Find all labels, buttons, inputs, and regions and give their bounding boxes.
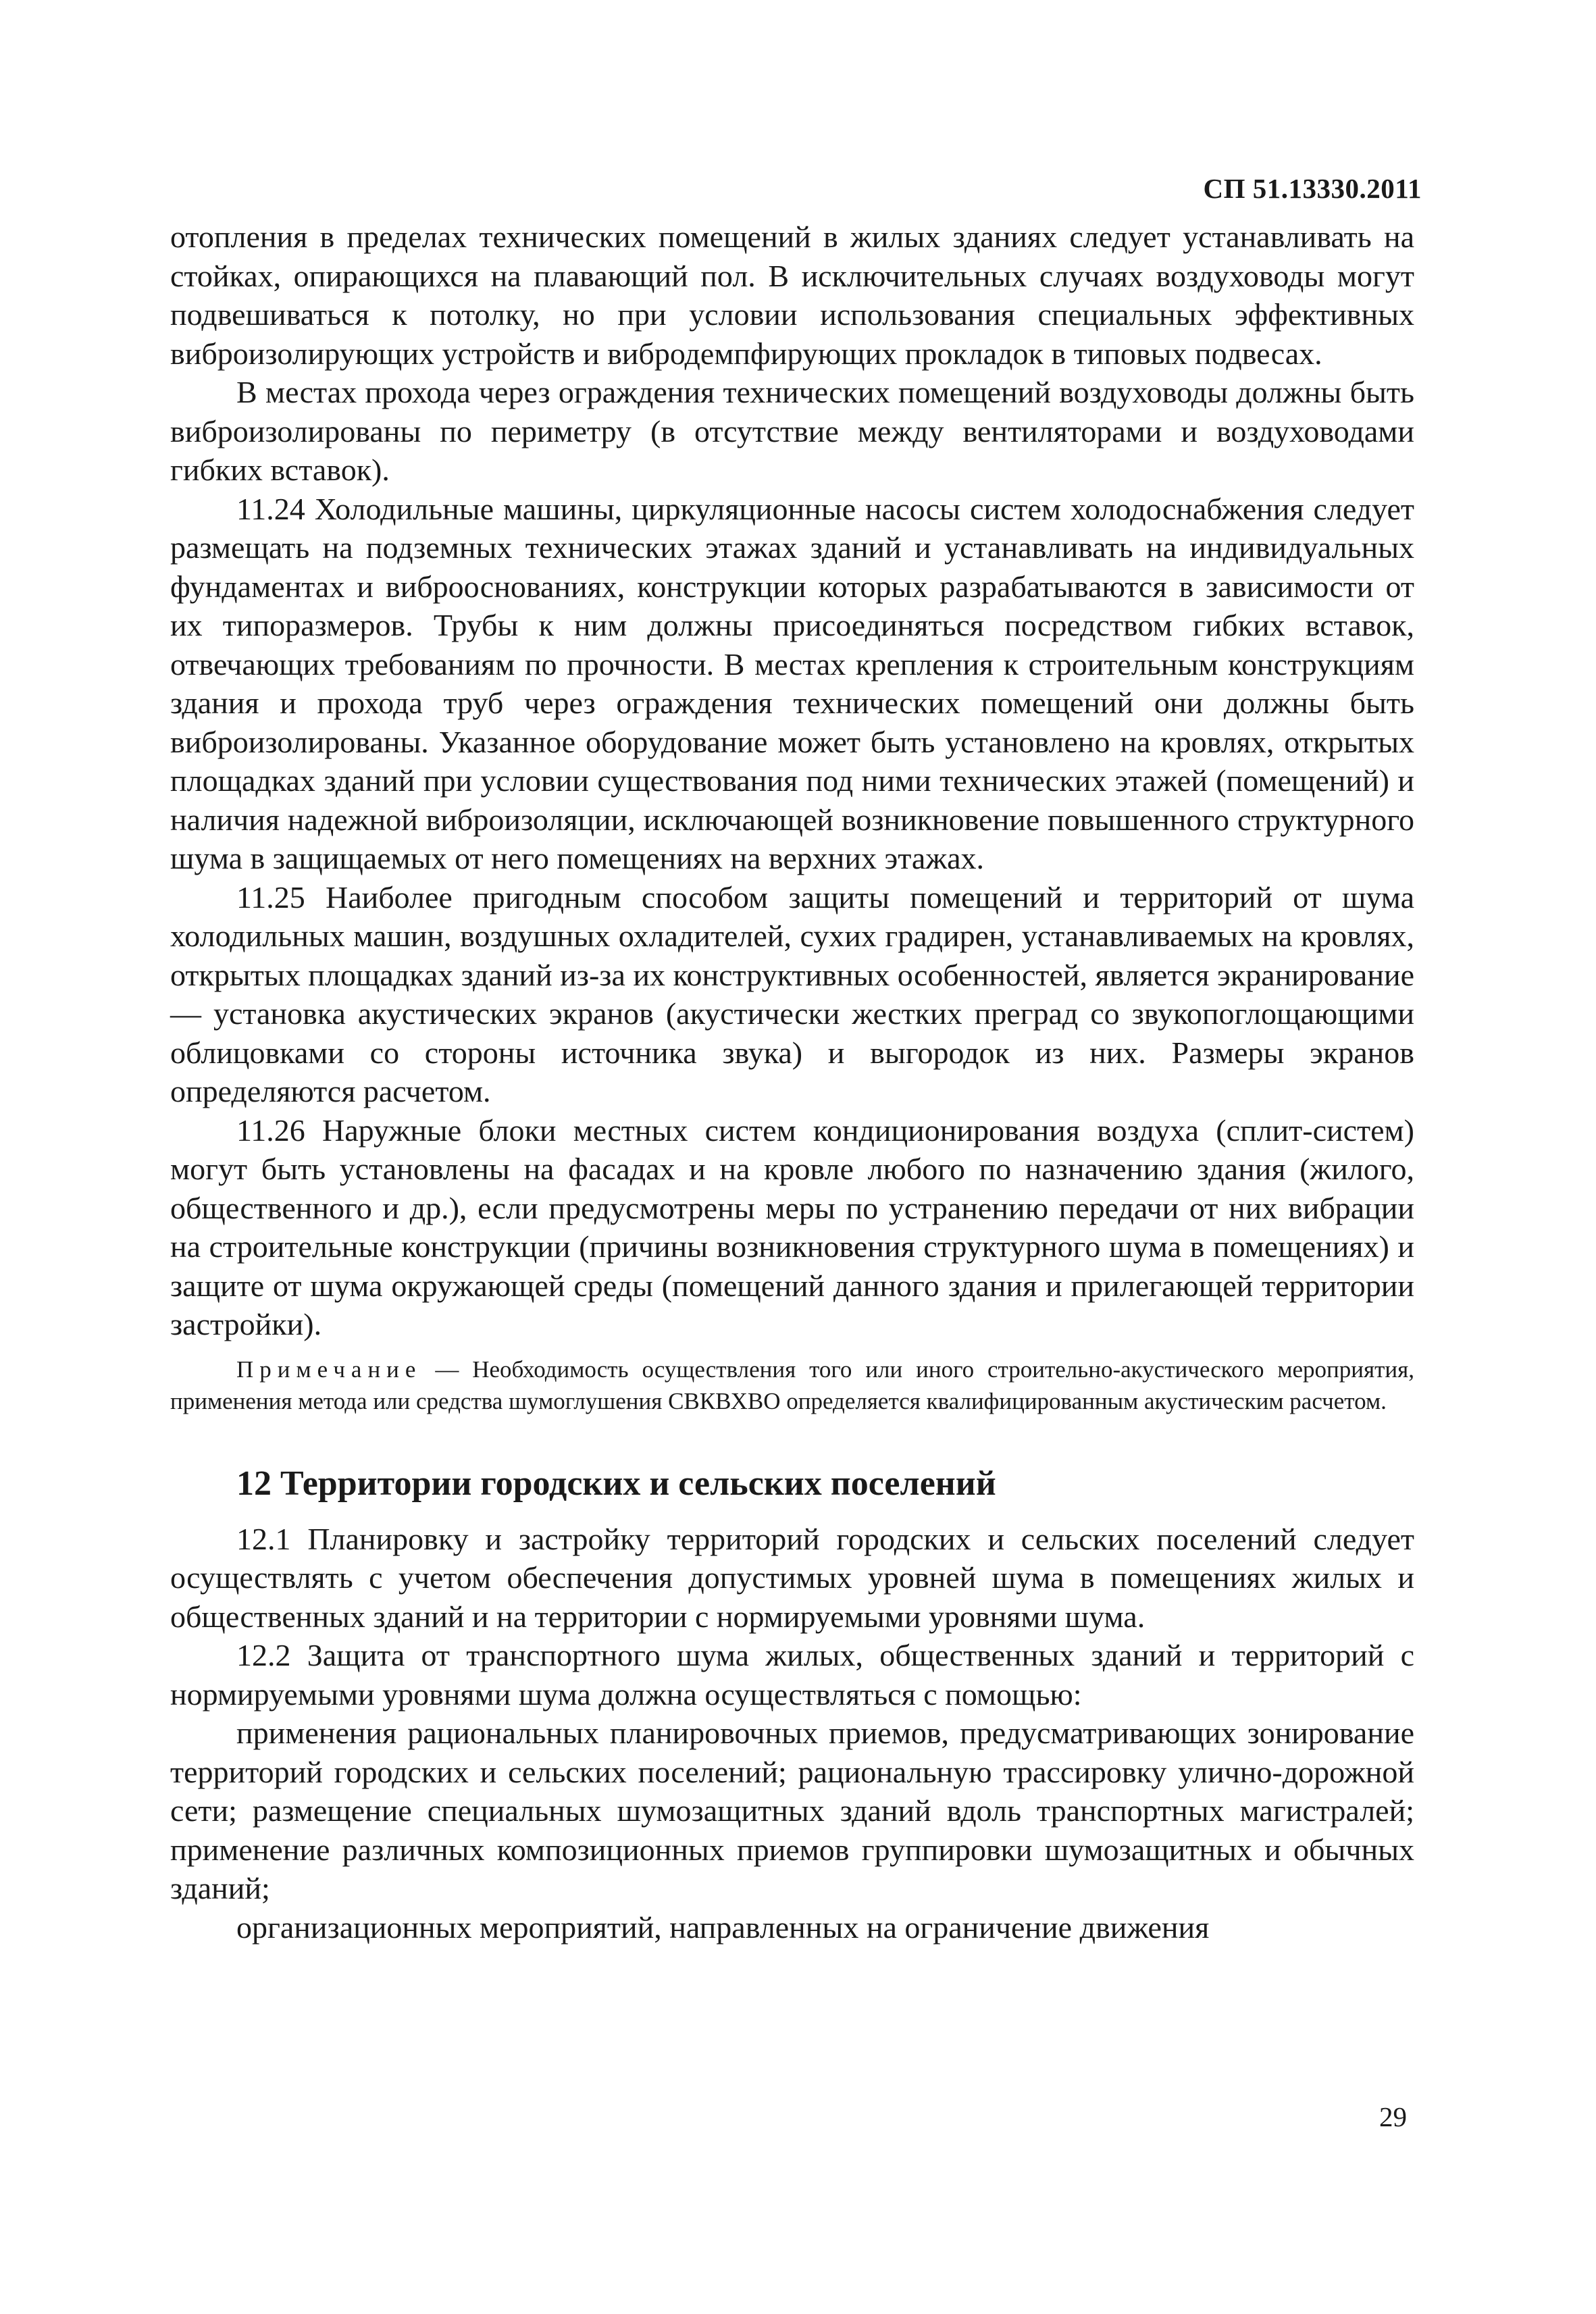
note (170, 1354, 1414, 1417)
paragraph-12-2: 12.2 Защита от транспортного шума жилых, общественных зданий и территорий с нормируемыми уровнями шума должна осуществляться с помощью: (170, 1638, 1414, 1712)
note-text: — Необходимость осуществления того или иного строительно-акустического мероприятия, применения метода или средства шумоглушения СВКВХВО определяется квалифицированным акустическим расчетом. (170, 1356, 1414, 1414)
paragraph-continuation: отопления в пределах технических помещений в жилых зданиях следует устанавливать на стойках, опирающихся на плавающий пол. В исключительных случаях воздуховоды могут подвешиваться к потолку, но при условии использования специальных эффективных виброизолирующих устройств и вибродемпфирующих прокладок в типовых подвесах. (170, 220, 1414, 371)
paragraph-12-1: 12.1 Планировку и застройку территорий городских и сельских поселений следует осуществлять с учетом обеспечения допустимых уровней шума в помещениях жилых и общественных зданий и на территории с нормируемыми уровнями шума. (170, 1521, 1414, 1634)
list-item-planning: применения рациональных планировочных приемов, предусматривающих зонирование территорий городских и сельских поселений; рациональную трассировку улично-дорожной сети; размещение специальных шумозащитных зданий вдоль транспортных магистралей; применение различных композиционных приемов группировки шумозащитных и обычных зданий; (170, 1716, 1414, 1905)
paragraph-11-26: 11.26 Наружные блоки местных систем кондиционирования воздуха (сплит-систем) могут быть установлены на фасадах и на кровле любого по назначению здания (жилого, общественного и др.), если предусмотрены меры по устранению передачи от них вибрации на строительные конструкции (причины возникновения структурного шума в помещениях) и защите от шума окружающей среды (помещений данного здания и прилегающей территории застройки). (170, 1112, 1414, 1341)
section-heading: 12 Территории городских и сельских поселений (236, 1464, 996, 1503)
document-code: СП 51.13330.2011 (1203, 173, 1422, 204)
note-label: Примечание (236, 1356, 422, 1383)
paragraph-11-24: 11.24 Холодильные машины, циркуляционные насосы систем холодоснабжения следует размещать на подземных технических этажах зданий и устанавливать на индивидуальных фундаментах и виброоснованиях, конструкции которых разрабатываются в зависимости от их типоразмеров. Трубы к ним должны присоединяться посредством гибких вставок, отвечающих требованиям по прочности. В местах крепления к строительным конструкциям здания и прохода труб через ограждения технических помещений они должны быть виброизолированы. Указанное оборудование может быть установлено на кровлях, открытых площадках зданий при условии существования под ними технических этажей (помещений) и наличия надежной виброизоляции, исключающей возникновение повышенного структурного шума в защищаемых от него помещениях на верхних этажах. (170, 491, 1414, 875)
paragraph-11-25: 11.25 Наиболее пригодным способом защиты помещений и территорий от шума холодильных машин, воздушных охладителей, сухих градирен, устанавливаемых на кровлях, открытых площадках зданий из-за их конструктивных особенностей, является экранирование — установка акустических экранов (акустически жестких преград со звукопоглощающими облицовками со стороны источника звука) и выгородок из них. Размеры экранов определяются расчетом. (170, 879, 1414, 1108)
paragraph-duct-isolation: В местах прохода через ограждения технических помещений воздуховоды должны быть виброизолированы по периметру (в отсутствие между вентиляторами и воздуховодами гибких вставок). (170, 375, 1414, 487)
list-item-organizational: организационных мероприятий, направленных на ограничение движения (236, 1909, 1210, 1945)
body-text (170, 217, 1414, 1947)
page-number: 29 (1379, 2101, 1407, 2132)
